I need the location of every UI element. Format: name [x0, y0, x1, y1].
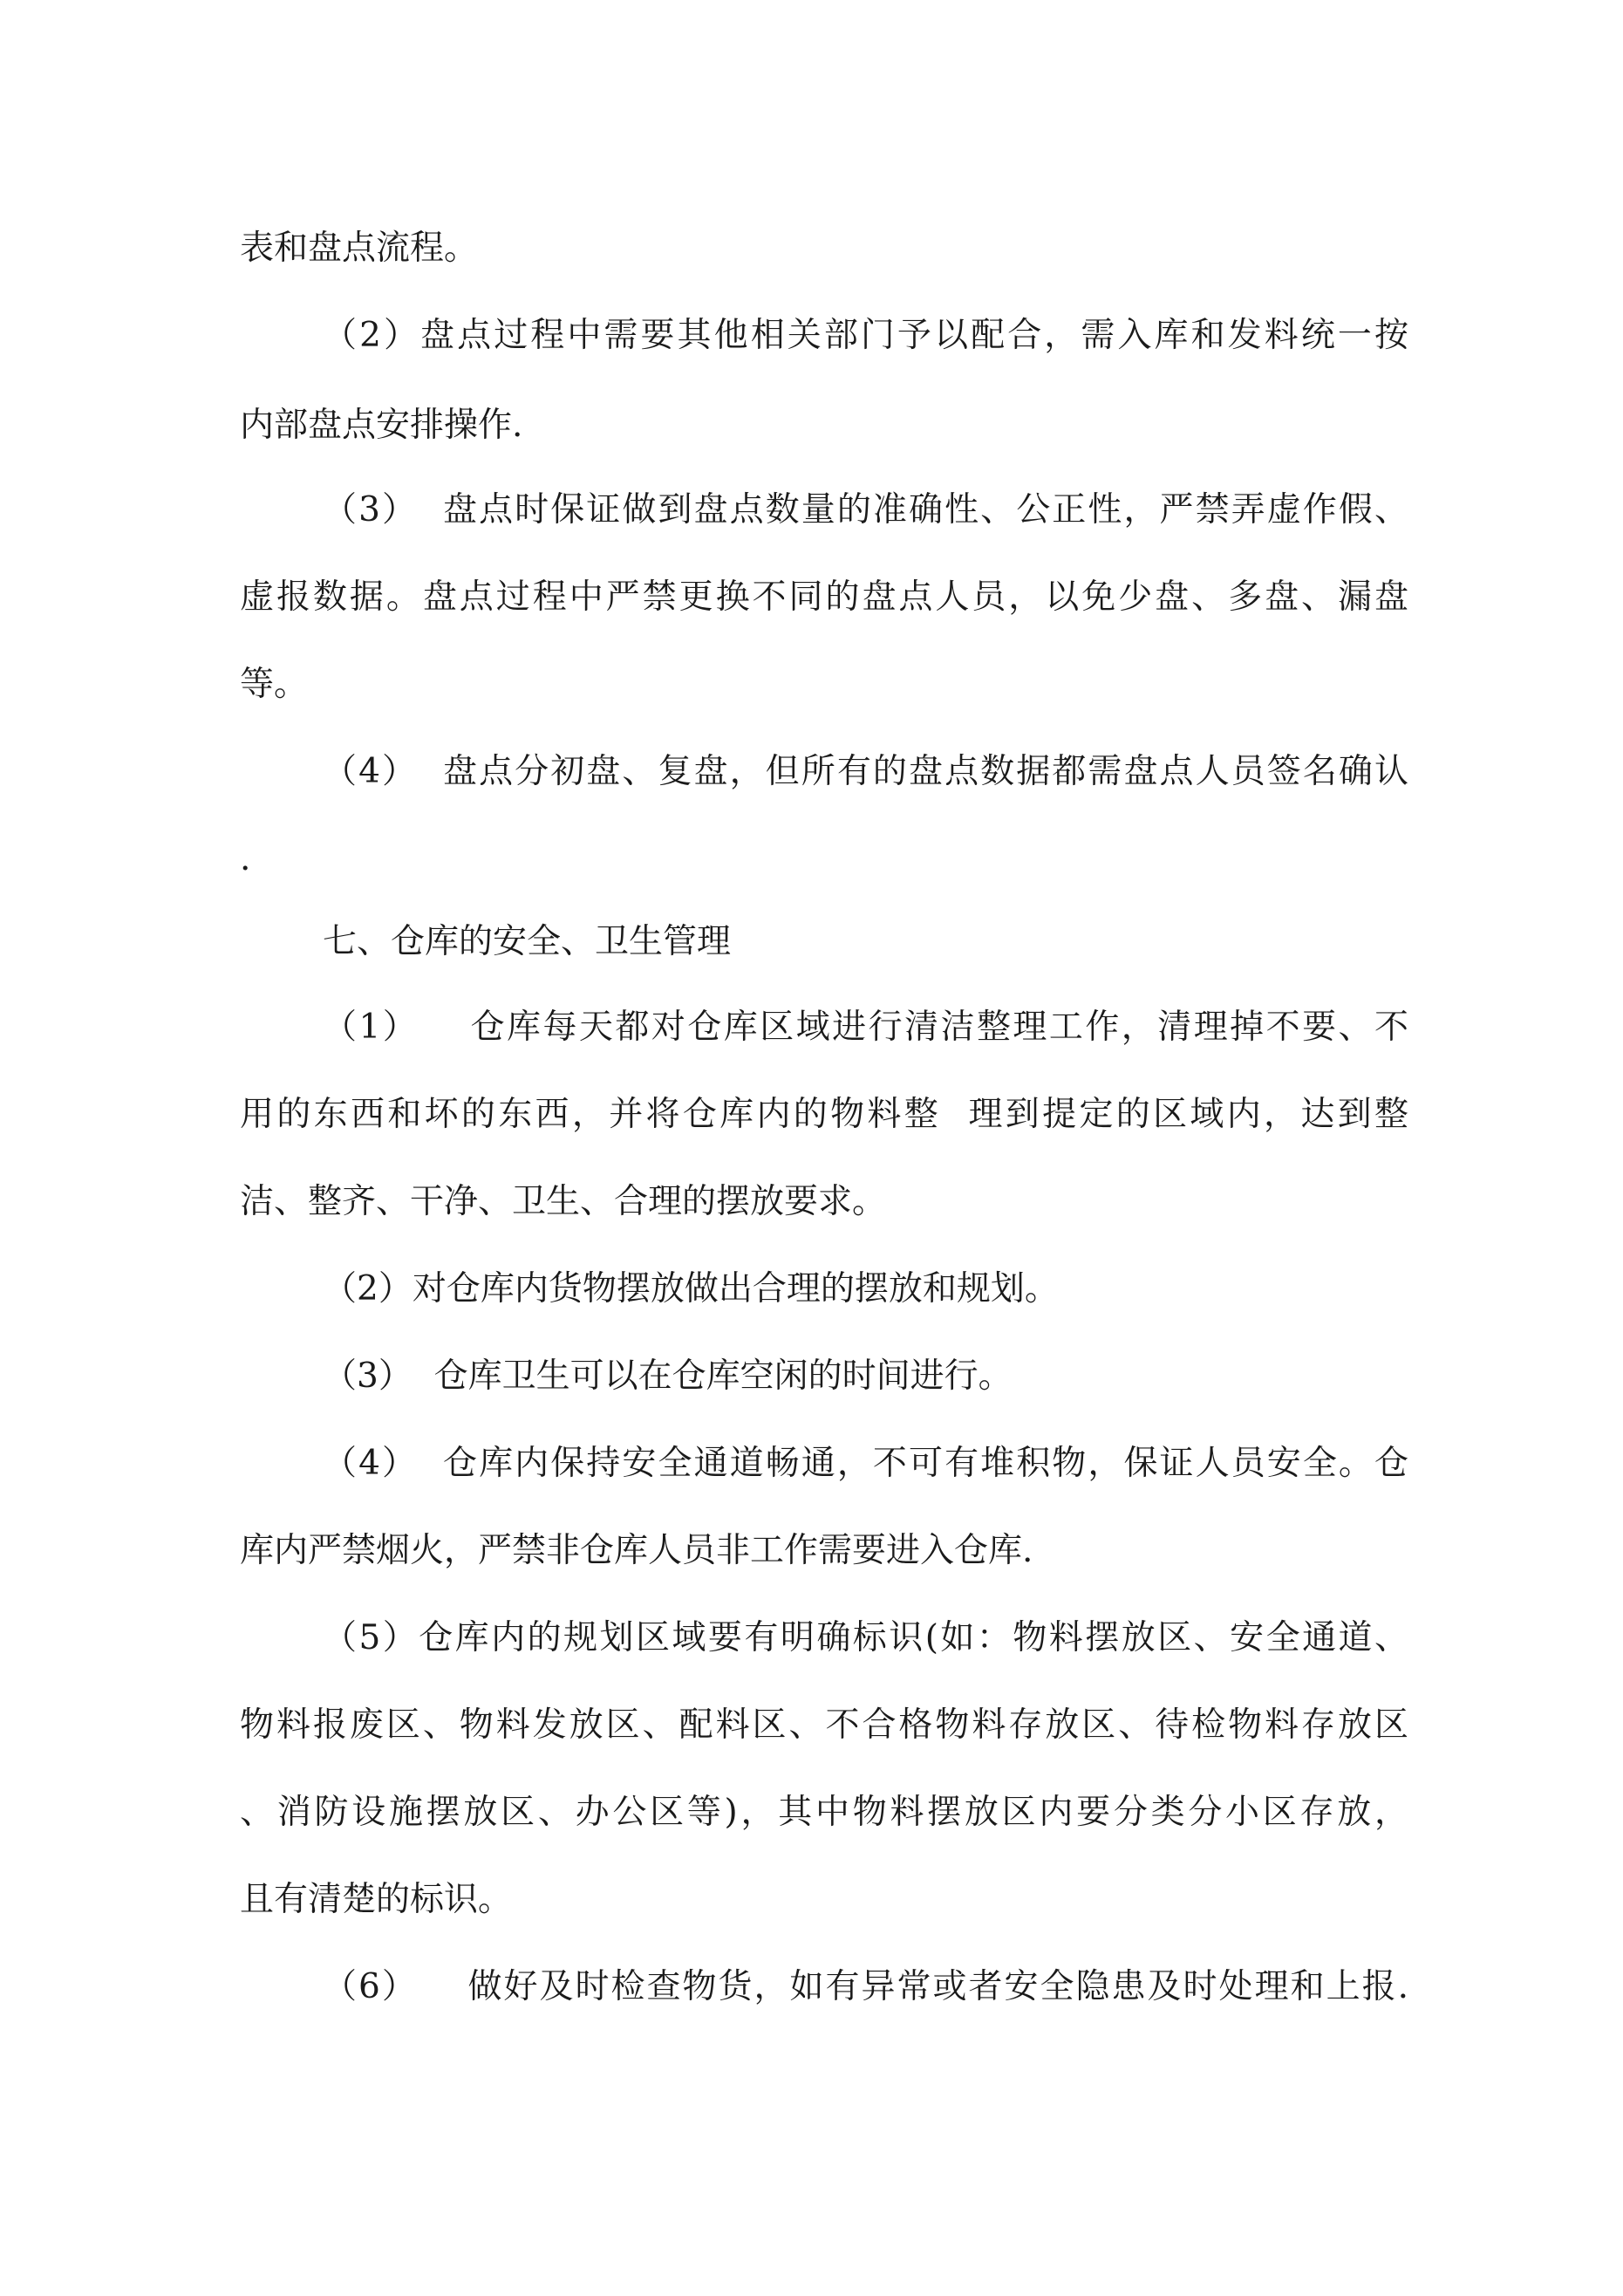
- section-heading: 七、仓库的安全、卫生管理: [323, 922, 732, 961]
- list-item-4-line: （4） 盘点分初盘、复盘，但所有的盘点数据都需盘点人员签名确认: [323, 752, 1408, 791]
- list-item-2-line: （2）对仓库内货物摆放做出合理的摆放和规划。: [323, 1269, 1059, 1309]
- list-item-2-line: （2）盘点过程中需要其他相关部门予以配合，需入库和发料统一按: [323, 316, 1408, 355]
- paragraph-line: 内部盘点安排操作.: [240, 406, 523, 445]
- paragraph-line: 库内严禁烟火，严禁非仓库人员非工作需要进入仓库.: [240, 1531, 1033, 1570]
- list-item-1-line: （1） 仓库每天都对仓库区域进行清洁整理工作，清理掉不要、不: [323, 1008, 1408, 1047]
- paragraph-line: .: [240, 839, 251, 878]
- list-item-4-line: （4） 仓库内保持安全通道畅通，不可有堆积物，保证人员安全。仓: [323, 1444, 1408, 1483]
- paragraph-line: 表和盘点流程。: [240, 229, 479, 268]
- list-item-6-line: （6） 做好及时检查物货，如有异常或者安全隐患及时处理和上报.: [323, 1967, 1408, 2006]
- list-item-3-line: （3） 仓库卫生可以在仓库空闲的时间进行。: [323, 1356, 1013, 1396]
- paragraph-line: 、消防设施摆放区、办公区等)，其中物料摆放区内要分类分小区存放，: [240, 1793, 1408, 1832]
- list-item-3-line: （3） 盘点时保证做到盘点数量的准确性、公正性，严禁弄虚作假、: [323, 490, 1408, 530]
- paragraph-line: 物料报废区、物料发放区、配料区、不合格物料存放区、待检物料存放区: [240, 1705, 1408, 1745]
- paragraph-line: 虚报数据。盘点过程中严禁更换不同的盘点人员，以免少盘、多盘、漏盘: [240, 577, 1408, 617]
- paragraph-line: 且有清楚的标识。: [240, 1880, 513, 1919]
- list-item-5-line: （5）仓库内的规划区域要有明确标识(如：物料摆放区、安全通道、: [323, 1618, 1408, 1657]
- paragraph-line: 等。: [240, 665, 309, 704]
- paragraph-line: 洁、整齐、干净、卫生、合理的摆放要求。: [240, 1182, 887, 1221]
- paragraph-line: 用的东西和坏的东西，并将仓库内的物料整 理到提定的区域内，达到整: [240, 1095, 1408, 1134]
